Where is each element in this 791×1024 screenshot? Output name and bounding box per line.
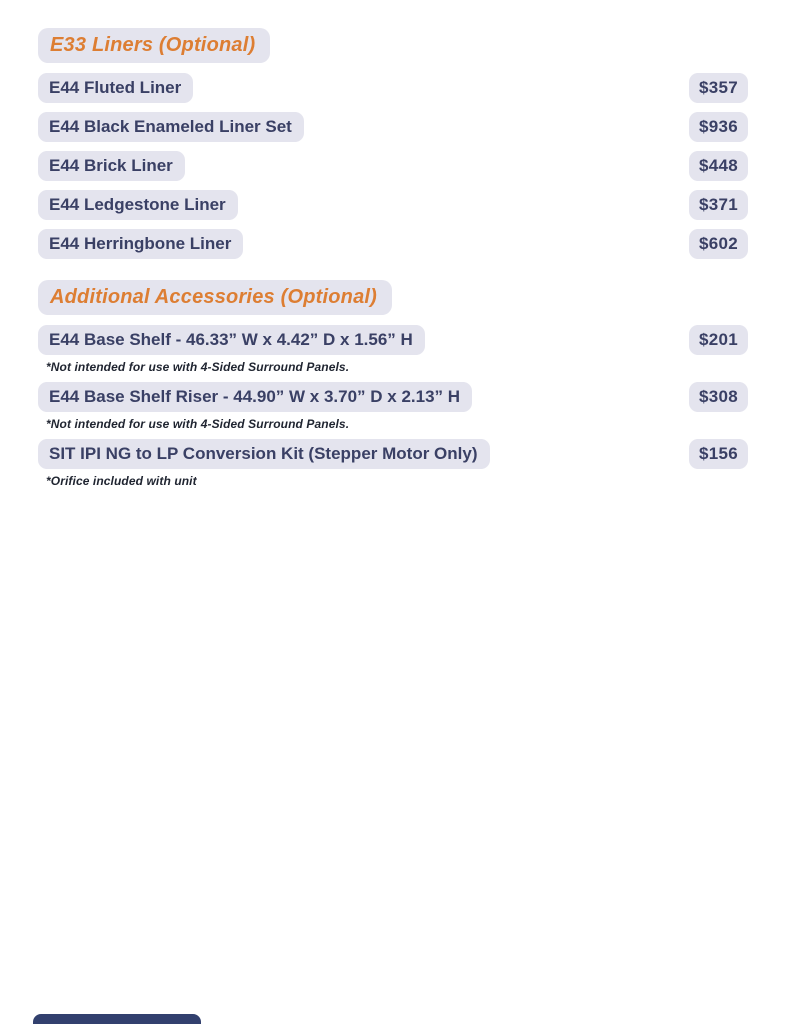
item-price-pill: $357 [689, 73, 748, 103]
price-row [38, 190, 748, 220]
item-label-pill: SIT IPI NG to LP Conversion Kit (Stepper Motor Only) [38, 439, 490, 469]
section-title: E33 Liners (Optional) [38, 28, 270, 63]
section-title: Additional Accessories (Optional) [38, 280, 392, 315]
price-row-block [38, 439, 748, 488]
price-row-block [38, 112, 748, 142]
price-row-block [38, 325, 748, 374]
section-rows [38, 325, 748, 488]
price-row-block [38, 229, 748, 259]
item-label-pill: E44 Fluted Liner [38, 73, 193, 103]
item-price-pill: $156 [689, 439, 748, 469]
price-row-block [38, 151, 748, 181]
item-label-pill: E44 Base Shelf Riser - 44.90” W x 3.70” D x 2.13” H [38, 382, 472, 412]
price-row [38, 151, 748, 181]
item-price-pill: $448 [689, 151, 748, 181]
item-price-pill: $936 [689, 112, 748, 142]
item-price-pill: $201 [689, 325, 748, 355]
item-label-pill: E44 Herringbone Liner [38, 229, 243, 259]
price-section [38, 28, 748, 259]
price-section [38, 280, 748, 488]
item-label-pill: E44 Brick Liner [38, 151, 185, 181]
item-label-pill: E44 Base Shelf - 46.33” W x 4.42” D x 1.56” H [38, 325, 425, 355]
price-row [38, 73, 748, 103]
item-footnote: *Orifice included with unit [46, 474, 197, 488]
price-row [38, 229, 748, 259]
item-price-pill: $308 [689, 382, 748, 412]
item-label-pill: E44 Ledgestone Liner [38, 190, 238, 220]
item-footnote: *Not intended for use with 4-Sided Surround Panels. [46, 360, 350, 374]
item-price-pill: $602 [689, 229, 748, 259]
price-row-block [38, 190, 748, 220]
price-row-block [38, 382, 748, 431]
price-row [38, 112, 748, 142]
item-footnote: *Not intended for use with 4-Sided Surround Panels. [46, 417, 350, 431]
price-row-block [38, 73, 748, 103]
price-row [38, 439, 748, 469]
item-label-pill: E44 Black Enameled Liner Set [38, 112, 304, 142]
item-price-pill: $371 [689, 190, 748, 220]
next-section-header-peek [33, 1014, 201, 1024]
section-rows [38, 73, 748, 259]
price-row [38, 382, 748, 412]
price-row [38, 325, 748, 355]
price-list-content [38, 28, 748, 496]
